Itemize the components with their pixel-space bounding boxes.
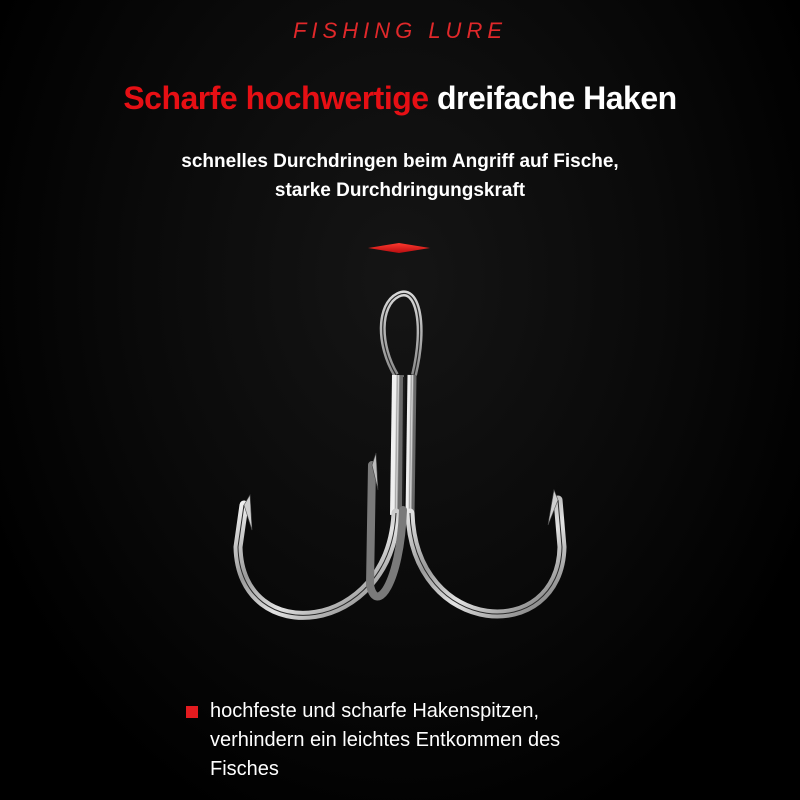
red-square-bullet-icon <box>186 706 198 718</box>
subheadline-line-2: starke Durchdringungskraft <box>274 180 526 201</box>
red-diamond-icon <box>368 243 430 253</box>
feature-line-3: Fisches <box>210 758 279 780</box>
treble-hook-image <box>200 285 620 685</box>
brand-title: FISHING LURE <box>292 18 508 43</box>
headline-white-text: dreifache Haken <box>436 80 677 116</box>
headline <box>0 80 800 117</box>
feature-line-2: verhindern ein leichtes Entkommen des <box>210 729 561 751</box>
subheadline-line-1: schnelles Durchdringen beim Angriff auf Fische, <box>181 151 619 172</box>
feature-line-1: hochfeste und scharfe Hakenspitzen, <box>210 700 540 722</box>
feature-text <box>210 697 560 784</box>
headline-red-text: Scharfe hochwertige <box>123 80 429 116</box>
